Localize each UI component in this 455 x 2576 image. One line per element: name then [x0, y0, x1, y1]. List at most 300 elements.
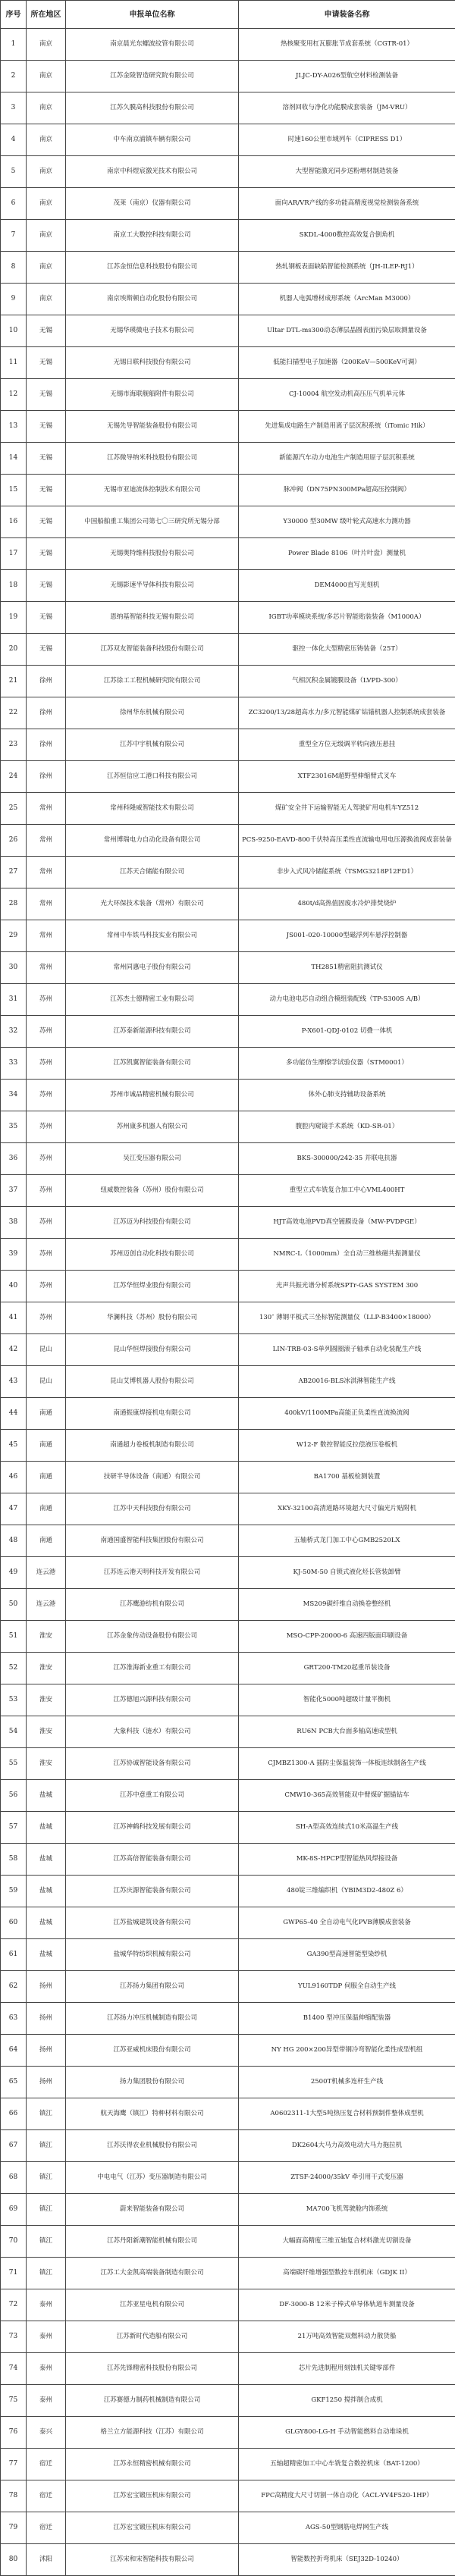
serial-number-cell: 36 [1, 1143, 27, 1175]
serial-number-cell: 11 [1, 347, 27, 379]
company-name-cell: 江苏杰士德精密工业有限公司 [66, 984, 239, 1016]
table-row [1, 984, 455, 1016]
equipment-name-cell: 气相沉积金属镀膜设备（LVPD-300） [239, 666, 455, 697]
equipment-name-cell: GRT200-TM20起重吊装设备 [239, 1653, 455, 1684]
equipment-name-cell: 大幅面高精度三维五轴复合材料激光切割设备 [239, 2226, 455, 2258]
table-row [1, 1716, 455, 1748]
company-name-cell: 常州博瑞电力自动化设备有限公司 [66, 825, 239, 857]
serial-number-cell: 73 [1, 2321, 27, 2353]
region-cell: 淮安 [27, 1716, 66, 1748]
region-cell: 泰兴 [27, 2417, 66, 2449]
region-cell: 南通 [27, 1493, 66, 1525]
equipment-name-cell: ZTSF-24000/35kV 牵引用干式变压器 [239, 2162, 455, 2194]
equipment-name-cell: Power Blade 8106（叶片叶盘）测量机 [239, 538, 455, 570]
region-cell: 徐州 [27, 761, 66, 793]
serial-number-cell: 46 [1, 1462, 27, 1493]
region-cell: 泰州 [27, 2385, 66, 2417]
table-row [1, 857, 455, 888]
company-name-cell: 吴江变压器有限公司 [66, 1143, 239, 1175]
serial-number-cell: 5 [1, 156, 27, 188]
company-name-cell: 江苏扬力冲压机械制造有限公司 [66, 2003, 239, 2035]
equipment-name-cell: 时速160公里市域列车（CIPRESS D1） [239, 124, 455, 156]
serial-number-cell: 14 [1, 443, 27, 475]
company-name-cell: 南通国盛智能科技集团股份有限公司 [66, 1525, 239, 1557]
table-row [1, 697, 455, 729]
company-name-cell: 昆山艾博机器人股份有限公司 [66, 1366, 239, 1398]
region-cell: 连云港 [27, 1589, 66, 1621]
company-name-cell: 江苏沃得农业机械股份有限公司 [66, 2130, 239, 2162]
table-row [1, 1207, 455, 1239]
region-cell: 徐州 [27, 729, 66, 761]
company-name-cell: 扬力集团股份有限公司 [66, 2067, 239, 2098]
equipment-name-cell: BKS-300000/242-35 并联电抗器 [239, 1143, 455, 1175]
table-row [1, 2067, 455, 2098]
table-row [1, 188, 455, 220]
region-cell: 苏州 [27, 1048, 66, 1080]
table-row [1, 411, 455, 443]
table-row [1, 825, 455, 857]
company-name-cell: 无锡先导智能装备股份有限公司 [66, 411, 239, 443]
company-name-cell: 江苏先锋精密科技股份有限公司 [66, 2353, 239, 2385]
equipment-name-cell: 480锭三维编织机（YBIM3D2-480Z 6） [239, 1876, 455, 1907]
region-cell: 南通 [27, 1525, 66, 1557]
equipment-name-cell: 芯片先进制程用刻蚀机关键零部件 [239, 2353, 455, 2385]
table-row [1, 1525, 455, 1557]
company-name-cell: 常州科隆威智能技术有限公司 [66, 793, 239, 825]
table-row [1, 124, 455, 156]
serial-number-cell: 55 [1, 1748, 27, 1780]
company-name-cell: 江苏丹阳新潮智能机械有限公司 [66, 2226, 239, 2258]
company-name-cell: 江苏亚星电机有限公司 [66, 2289, 239, 2321]
table-row [1, 1048, 455, 1080]
region-cell: 南京 [27, 124, 66, 156]
equipment-name-cell: 热轧钢板表面缺陷智能检测系统（JH-ILEP-RJ1） [239, 252, 455, 284]
equipment-name-cell: TH2851精密阻抗测试仪 [239, 952, 455, 984]
region-cell: 苏州 [27, 1175, 66, 1207]
region-cell: 昆山 [27, 1366, 66, 1398]
serial-number-cell: 49 [1, 1557, 27, 1589]
table-row [1, 475, 455, 506]
table-row [1, 1143, 455, 1175]
equipment-name-cell: Ultar DTL-ms300动态薄层晶圆表面污染层取测量设备 [239, 315, 455, 347]
equipment-name-cell: 新能源汽车动力电池生产制造用原子层沉积系统 [239, 443, 455, 475]
company-name-cell: 苏州迈创自动化科技有限公司 [66, 1239, 239, 1271]
equipment-name-cell: MSO-CPP-20000-6 高速四版面印刷设备 [239, 1621, 455, 1653]
serial-number-cell: 42 [1, 1334, 27, 1366]
table-row [1, 506, 455, 538]
table-row [1, 1080, 455, 1111]
serial-number-cell: 57 [1, 1812, 27, 1844]
serial-number-cell: 12 [1, 379, 27, 411]
serial-number-cell: 15 [1, 475, 27, 506]
region-cell: 无锡 [27, 602, 66, 634]
table-row [1, 1016, 455, 1048]
region-cell: 苏州 [27, 1271, 66, 1302]
company-name-cell: 江苏扬力集团有限公司 [66, 1971, 239, 2003]
region-cell: 沭阳 [27, 2544, 66, 2576]
table-row [1, 1844, 455, 1876]
company-name-cell: 江苏宋和宋智能科技有限公司 [66, 2544, 239, 2576]
table-row [1, 2353, 455, 2385]
table-row [1, 1239, 455, 1271]
table-row [1, 2035, 455, 2067]
company-name-cell: 茂莱（南京）仪器有限公司 [66, 188, 239, 220]
company-name-cell: 南京晨光东螺波纹管有限公司 [66, 29, 239, 61]
region-cell: 淮安 [27, 1621, 66, 1653]
serial-number-cell: 4 [1, 124, 27, 156]
serial-number-cell: 69 [1, 2194, 27, 2226]
table-row [1, 2226, 455, 2258]
table-row [1, 1462, 455, 1493]
equipment-name-cell: 五轴桥式龙门加工中心GMB2520LX [239, 1525, 455, 1557]
table-row [1, 1334, 455, 1366]
company-name-cell: 江苏泰新能源科技有限公司 [66, 1016, 239, 1048]
serial-number-cell: 31 [1, 984, 27, 1016]
table-row [1, 1876, 455, 1907]
serial-number-cell: 60 [1, 1907, 27, 1939]
region-cell: 南通 [27, 1398, 66, 1430]
header-equipment-name: 申请装备名称 [239, 1, 455, 29]
company-name-cell: 无锡华瑛微电子技术有限公司 [66, 315, 239, 347]
table-row [1, 61, 455, 92]
table-row [1, 2449, 455, 2480]
equipment-name-cell: NY HG 200×200异型带钢冷弯智能化柔性成型机组 [239, 2035, 455, 2067]
table-row [1, 1907, 455, 1939]
region-cell: 淮安 [27, 1684, 66, 1716]
company-name-cell: 江苏宏宝锻压机床有限公司 [66, 2480, 239, 2512]
region-cell: 南京 [27, 220, 66, 252]
serial-number-cell: 80 [1, 2544, 27, 2576]
serial-number-cell: 13 [1, 411, 27, 443]
region-cell: 扬州 [27, 2003, 66, 2035]
equipment-name-cell: GKF1250 搅拌制合成机 [239, 2385, 455, 2417]
company-name-cell: 江苏高倍智能装备有限公司 [66, 1844, 239, 1876]
company-name-cell: 江苏协诚智能设备有限公司 [66, 1748, 239, 1780]
equipment-name-cell: 重型全方位无级调平转向液压悬挂 [239, 729, 455, 761]
company-name-cell: 苏州市诚品精密机械有限公司 [66, 1080, 239, 1111]
serial-number-cell: 30 [1, 952, 27, 984]
table-row [1, 666, 455, 697]
company-name-cell: 昆山华恒焊接股份有限公司 [66, 1334, 239, 1366]
equipment-name-cell: 机器人电弧增材成形系统（ArcMan M3000） [239, 284, 455, 315]
equipment-name-cell: 重型立式车铣复合加工中心VML400HT [239, 1175, 455, 1207]
table-row [1, 570, 455, 602]
table-row [1, 443, 455, 475]
header-serial-number: 序号 [1, 1, 27, 29]
table-row [1, 1175, 455, 1207]
region-cell: 徐州 [27, 666, 66, 697]
table-row [1, 1684, 455, 1716]
region-cell: 无锡 [27, 379, 66, 411]
serial-number-cell: 44 [1, 1398, 27, 1430]
equipment-name-cell: 面向AR/VR产线的多功能高精度视觉检测装备系统 [239, 188, 455, 220]
table-row [1, 2098, 455, 2130]
table-row [1, 2258, 455, 2289]
serial-number-cell: 39 [1, 1239, 27, 1271]
equipment-name-cell: BA1700 基板检测装置 [239, 1462, 455, 1493]
serial-number-cell: 9 [1, 284, 27, 315]
table-row [1, 2130, 455, 2162]
company-name-cell: 江苏永恒精密机械有限公司 [66, 2449, 239, 2480]
company-name-cell: 无锡影速半导体科技有限公司 [66, 570, 239, 602]
equipment-name-cell: 热核聚变用杠瓦膨胀节成套系统（CGTR-01） [239, 29, 455, 61]
company-name-cell: 江苏鹰游纺机有限公司 [66, 1589, 239, 1621]
company-name-cell: 纽威数控装备（苏州）股份有限公司 [66, 1175, 239, 1207]
table-row [1, 634, 455, 666]
region-cell: 无锡 [27, 570, 66, 602]
region-cell: 常州 [27, 825, 66, 857]
table-row [1, 2194, 455, 2226]
company-name-cell: 无锡市海联舰船附件有限公司 [66, 379, 239, 411]
equipment-name-cell: 2500T机械多连杆生产线 [239, 2067, 455, 2098]
company-name-cell: 江苏徐工工程机械研究院有限公司 [66, 666, 239, 697]
equipment-name-cell: XKY-32100高清道路环境超大尺寸偏光片贴附机 [239, 1493, 455, 1525]
region-cell: 无锡 [27, 347, 66, 379]
equipment-name-cell: 体外心肺支持辅助设备系统 [239, 1080, 455, 1111]
table-row [1, 1971, 455, 2003]
table-row [1, 284, 455, 315]
company-name-cell: 中电电气（江苏）变压器制造有限公司 [66, 2162, 239, 2194]
table-row [1, 2544, 455, 2576]
serial-number-cell: 20 [1, 634, 27, 666]
equipment-name-cell: NMRC-L（1000mm）全自动三维核磁共振测量仪 [239, 1239, 455, 1271]
company-name-cell: 南京埃斯顿自动化股份有限公司 [66, 284, 239, 315]
region-cell: 南京 [27, 92, 66, 124]
company-name-cell: 常州同惠电子股份有限公司 [66, 952, 239, 984]
company-name-cell: 江苏迈为科技股份有限公司 [66, 1207, 239, 1239]
region-cell: 南京 [27, 156, 66, 188]
equipment-name-cell: LIN-TRB-03-S单列圆圈滚子轴承自动化装配生产线 [239, 1334, 455, 1366]
equipment-name-cell: 21万吨高效智能双燃料动力散货船 [239, 2321, 455, 2353]
company-name-cell: 江苏亚威机床股份有限公司 [66, 2035, 239, 2067]
serial-number-cell: 21 [1, 666, 27, 697]
table-body [1, 29, 455, 2576]
table-row [1, 92, 455, 124]
equipment-name-cell: RU6N PCB大台面多轴高速成型机 [239, 1716, 455, 1748]
serial-number-cell: 26 [1, 825, 27, 857]
equipment-name-cell: CJ-10004 航空发动机高压压气机单元体 [239, 379, 455, 411]
table-row [1, 729, 455, 761]
serial-number-cell: 66 [1, 2098, 27, 2130]
company-name-cell: 江苏工大金凯高端装备制造有限公司 [66, 2258, 239, 2289]
company-name-cell: 江苏庆源智能装备有限公司 [66, 1876, 239, 1907]
table-row [1, 2321, 455, 2353]
header-region: 所在地区 [27, 1, 66, 29]
region-cell: 苏州 [27, 1239, 66, 1271]
region-cell: 宿迁 [27, 2480, 66, 2512]
region-cell: 镇江 [27, 2130, 66, 2162]
company-name-cell: 江苏双友智能装备科技股份有限公司 [66, 634, 239, 666]
serial-number-cell: 43 [1, 1366, 27, 1398]
equipment-name-cell: W12-F 数控智能反拉偿液压卷板机 [239, 1430, 455, 1462]
table-row [1, 1621, 455, 1653]
table-row [1, 1589, 455, 1621]
serial-number-cell: 51 [1, 1621, 27, 1653]
company-name-cell: 江苏金象传动设备股份有限公司 [66, 1621, 239, 1653]
serial-number-cell: 35 [1, 1111, 27, 1143]
equipment-name-cell: 400kV/1100MPa高能正负柔性直流换流阀 [239, 1398, 455, 1430]
table-row [1, 347, 455, 379]
region-cell: 镇江 [27, 2162, 66, 2194]
serial-number-cell: 50 [1, 1589, 27, 1621]
equipment-name-cell: 130″ 薄钢平板式三坐标智能测量仪（LLP-B3400×18000） [239, 1302, 455, 1334]
serial-number-cell: 24 [1, 761, 27, 793]
region-cell: 无锡 [27, 634, 66, 666]
region-cell: 南京 [27, 61, 66, 92]
serial-number-cell: 22 [1, 697, 27, 729]
company-name-cell: 蔚来智能装备有限公司 [66, 2194, 239, 2226]
equipment-name-cell: AB20016-BLS冰淇淋智能生产线 [239, 1366, 455, 1398]
company-name-cell: 南通超力卷板机制造有限公司 [66, 1430, 239, 1462]
equipment-name-cell: 溶剂回收与净化功能膜成套装备（JM-VRU） [239, 92, 455, 124]
region-cell: 宿迁 [27, 2512, 66, 2544]
serial-number-cell: 52 [1, 1653, 27, 1684]
company-name-cell: 江苏中天科技股份有限公司 [66, 1493, 239, 1525]
table-row [1, 2385, 455, 2417]
serial-number-cell: 37 [1, 1175, 27, 1207]
equipment-name-cell: SKDL-4000数控高效复合倒角机 [239, 220, 455, 252]
company-name-cell: 江苏淮海新业重工有限公司 [66, 1653, 239, 1684]
region-cell: 南京 [27, 252, 66, 284]
region-cell: 苏州 [27, 1302, 66, 1334]
equipment-name-cell: AGS-50型钢筋电焊网生产线 [239, 2512, 455, 2544]
equipment-name-cell: 煤矿安全井下运输智能无人驾驶矿用电机车YZ512 [239, 793, 455, 825]
region-cell: 南京 [27, 284, 66, 315]
table-row [1, 315, 455, 347]
region-cell: 常州 [27, 888, 66, 920]
table-row [1, 1812, 455, 1844]
region-cell: 宿迁 [27, 2449, 66, 2480]
serial-number-cell: 19 [1, 602, 27, 634]
region-cell: 无锡 [27, 475, 66, 506]
region-cell: 盐城 [27, 1876, 66, 1907]
equipment-name-cell: P-X601-QDJ-0102 切叠一体机 [239, 1016, 455, 1048]
company-name-cell: 江苏华恒焊业股份有限公司 [66, 1271, 239, 1302]
region-cell: 南通 [27, 1430, 66, 1462]
equipment-name-cell: 大型智能激光同步送粉增材制造装备 [239, 156, 455, 188]
equipment-name-cell: 动力电池电芯自动组合模组装配线（TP-S300S A/B） [239, 984, 455, 1016]
equipment-name-cell: GA390型高速智能型染纱机 [239, 1939, 455, 1971]
equipment-name-cell: DK2604大马力高效电动大马力拖拉机 [239, 2130, 455, 2162]
serial-number-cell: 56 [1, 1780, 27, 1812]
serial-number-cell: 16 [1, 506, 27, 538]
serial-number-cell: 68 [1, 2162, 27, 2194]
equipment-name-cell: HJT高效电池PVD真空镀膜设备（MW-PVDPGE） [239, 1207, 455, 1239]
table-row [1, 2512, 455, 2544]
serial-number-cell: 34 [1, 1080, 27, 1111]
region-cell: 连云港 [27, 1557, 66, 1589]
equipment-name-cell: B1400 型冲压保温伸缩配装器 [239, 2003, 455, 2035]
serial-number-cell: 58 [1, 1844, 27, 1876]
region-cell: 常州 [27, 857, 66, 888]
region-cell: 南京 [27, 188, 66, 220]
region-cell: 镇江 [27, 2098, 66, 2130]
equipment-name-cell: ZC3200/13/28超高水力/多元智能煤矿钻锚机器人控制系统成套装备 [239, 697, 455, 729]
serial-number-cell: 2 [1, 61, 27, 92]
company-name-cell: 江苏恒信应工港口科技有限公司 [66, 761, 239, 793]
region-cell: 扬州 [27, 1971, 66, 2003]
table-row [1, 1748, 455, 1780]
company-name-cell: 江苏久膜高科技股份有限公司 [66, 92, 239, 124]
equipment-name-cell: DEM4000直写光刻机 [239, 570, 455, 602]
company-name-cell: 江苏凯翼智能装备有限公司 [66, 1048, 239, 1080]
region-cell: 无锡 [27, 538, 66, 570]
region-cell: 盐城 [27, 1780, 66, 1812]
serial-number-cell: 79 [1, 2512, 27, 2544]
equipment-name-cell: 五轴超精密加工中心车铣复合数控机床（BAT-1200） [239, 2449, 455, 2480]
serial-number-cell: 70 [1, 2226, 27, 2258]
serial-number-cell: 10 [1, 315, 27, 347]
table-row [1, 2003, 455, 2035]
equipment-name-cell: 高端碳纤维增强型数控车削机床（GDJK II） [239, 2258, 455, 2289]
serial-number-cell: 53 [1, 1684, 27, 1716]
serial-number-cell: 18 [1, 570, 27, 602]
company-name-cell: 光大环保技术装备（常州）有限公司 [66, 888, 239, 920]
serial-number-cell: 1 [1, 29, 27, 61]
serial-number-cell: 75 [1, 2385, 27, 2417]
equipment-name-cell: YUL9160TDP 伺服全自动生产线 [239, 1971, 455, 2003]
equipment-name-cell: Y30000 型30MW 级叶轮式高速水力测功器 [239, 506, 455, 538]
serial-number-cell: 64 [1, 2035, 27, 2067]
company-name-cell: 华澜科技（苏州）股份有限公司 [66, 1302, 239, 1334]
serial-number-cell: 28 [1, 888, 27, 920]
serial-number-cell: 59 [1, 1876, 27, 1907]
equipment-name-cell: A0602311-1大型5吨热压复合材料预制件整体成型机 [239, 2098, 455, 2130]
region-cell: 无锡 [27, 443, 66, 475]
company-name-cell: 江苏金陵智造研究院有限公司 [66, 61, 239, 92]
region-cell: 无锡 [27, 506, 66, 538]
serial-number-cell: 71 [1, 2258, 27, 2289]
region-cell: 徐州 [27, 697, 66, 729]
header-row [1, 1, 455, 29]
company-name-cell: 江苏中宇机械有限公司 [66, 729, 239, 761]
serial-number-cell: 61 [1, 1939, 27, 1971]
serial-number-cell: 47 [1, 1493, 27, 1525]
company-name-cell: 江苏微导纳米科技股份有限公司 [66, 443, 239, 475]
equipment-name-cell: PCS-9250-EAVD-800千伏特高压柔性直流输电用电压源换流阀成套装备 [239, 825, 455, 857]
equipment-name-cell: 驱控一体化大型精密压铸装备（25T） [239, 634, 455, 666]
table-row [1, 1780, 455, 1812]
company-name-cell: 格兰立方能源科技（江苏）有限公司 [66, 2417, 239, 2449]
region-cell: 盐城 [27, 1939, 66, 1971]
company-name-cell: 恩纳基智能科技无锡有限公司 [66, 602, 239, 634]
table-row [1, 1111, 455, 1143]
company-name-cell: 大象科技（涟水）有限公司 [66, 1716, 239, 1748]
equipment-name-cell: IGBT功率模块系统/多芯片智能贴装装备（M1000A） [239, 602, 455, 634]
company-name-cell: 苏州康多机器人有限公司 [66, 1111, 239, 1143]
region-cell: 淮安 [27, 1653, 66, 1684]
serial-number-cell: 74 [1, 2353, 27, 2385]
serial-number-cell: 40 [1, 1271, 27, 1302]
region-cell: 常州 [27, 793, 66, 825]
table-row [1, 1398, 455, 1430]
table-row [1, 1939, 455, 1971]
region-cell: 盐城 [27, 1812, 66, 1844]
serial-number-cell: 17 [1, 538, 27, 570]
company-name-cell: 航天海鹰（镇江）特种材料有限公司 [66, 2098, 239, 2130]
table-row [1, 1653, 455, 1684]
company-name-cell: 盐城华特纺织机械有限公司 [66, 1939, 239, 1971]
equipment-name-cell: JS001-020-10000型磁浮列车悬浮控制器 [239, 920, 455, 952]
equipment-name-cell: 先进集成电路生产制造用离子层沉积系统（iTomic Hik） [239, 411, 455, 443]
equipment-name-cell: MS209碳纤维自动换卷整经机 [239, 1589, 455, 1621]
serial-number-cell: 3 [1, 92, 27, 124]
company-name-cell: 南通振康焊接机电有限公司 [66, 1398, 239, 1430]
company-name-cell: 无锡日联科技股份有限公司 [66, 347, 239, 379]
region-cell: 南通 [27, 1462, 66, 1493]
header-company-name: 申报单位名称 [66, 1, 239, 29]
table-row [1, 1430, 455, 1462]
